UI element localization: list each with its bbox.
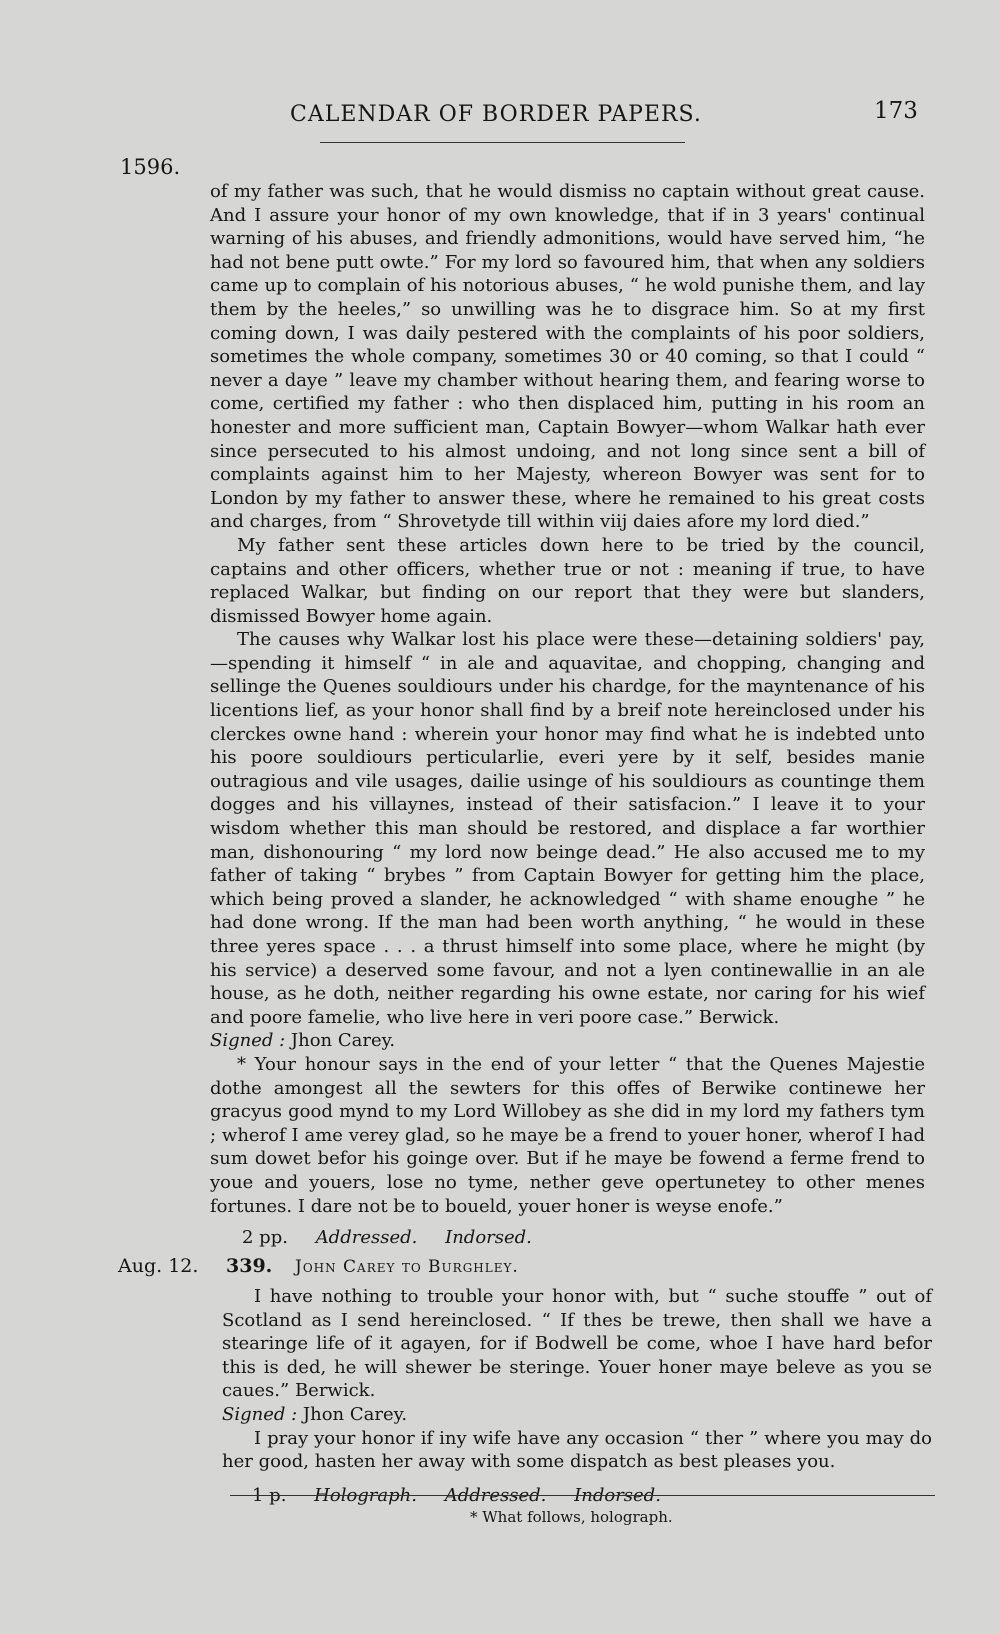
signature-line [222,1403,932,1427]
header-rule [320,142,685,143]
entry-heading: John Carey to Burghley. [295,1257,519,1277]
paragraph: My father sent these articles down here to be tried by the council, captains and other officers, whether true or not : meaning if true, to have replaced Walkar, but finding on our report that they were but slanders, dismissed Bowyer home again. [210,534,925,627]
footnote: * What follows, holograph. [470,1508,673,1526]
entry-date: Aug. 12. [118,1255,199,1277]
paragraph: I have nothing to trouble your honor with, but “ suche stouffe ” out of Scotland as I send hereinclosed. “ If thes be trewe, then shall we have a stearinge life of it agayen, for if Bodwell be come, whoe I have hard befor this is ded, he will shewer be steringe. Youer honer maye beleve as you se caues.” Berwick. [222,1286,932,1402]
document-meta [242,1226,925,1250]
signed-label: Signed : [210,1030,286,1052]
addressed-note: Addressed. [315,1227,418,1249]
signer-name: Jhon Carey. [302,1403,408,1425]
running-header-title: CALENDAR OF BORDER PAPERS. [290,102,702,127]
page-count: 2 pp. [242,1227,288,1249]
postscript: * Your honour says in the end of your letter “ that the Quenes Majestie dothe amongest all the sewters for this offes of Berwike continewe her gracyus good mynd to my Lord Willobey as she did in my lord my fathers tym ; wherof I ame verey glad, so he maye be a frend to youer honer, wherof I had sum dowet befor his goinge over. But if he maye be fowend a ferme frend to youe and youers, lose no tyme, nether geve opertunetey to other menes fortunes. I dare not be to boueld, youer honer is weyse enofe.” [210,1053,925,1217]
signed-label: Signed : [222,1403,298,1425]
indorsed-note: Indorsed. [574,1484,661,1506]
indorsed-note: Indorsed. [445,1227,532,1249]
entry-text [222,1285,932,1507]
paragraph: I pray your honor if iny wife have any occasion “ ther ” where you may do her good, hasten her away with some dispatch as best pleases you. [222,1427,932,1473]
paragraph: of my father was such, that he would dismiss no captain without great cause. And I assure your honor of my own knowledge, that if in 3 years' continual warning of his abuses, and friendly admonitions, would have served him, “he had not bene putt owte.” For my lord so favoured him, that when any soldiers came up to complain of his notorious abuses, “ he wold punishe them, and lay them by the heeles,” so unwilling was he to disgrace him. So at my first coming down, I was daily pestered with the complaints of his poor soldiers, sometimes the whole company, sometimes 30 or 40 coming, so that I could “ never a daye ” leave my chamber without hearing them, and fearing worse to come, certified my father : who then displaced him, putting in his room an honester and more sufficient man, Captain Bowyer—whom Walkar hath ever since persecuted to his almost undoing, and not long since sent a bill of complaints against him to her Majesty, whereon Bowyer was sent for to London by my father to answer these, where he remained to his great costs and charges, from “ Shrovetyde till within viij daies afore my lord died.” [210,181,925,533]
signature-line [210,1029,925,1053]
footnote-rule [230,1495,935,1496]
entry-number: 339. [226,1255,273,1277]
page-number: 173 [874,98,918,124]
continuation-text [210,180,925,1250]
holograph-note: Holograph. [314,1484,417,1506]
paragraph: The causes why Walkar lost his place were these—detaining soldiers' pay, —spending it himself “ in ale and aquavitae, and chopping, changing and sellinge the Quenes souldiours under his chardge, for the mayntenance of his licentions lief, as your honor shall find by a breif note hereinclosed under his clerckes owne hand : wherein your honor may find what he is indebted unto his poore souldiours perticularlie, everi yere by it self, besides manie outragious and vile usages, dailie usinge of his souldiours as countinge them dogges and his villaynes, instead of their satisfacion.” I leave it to your wisdom whether this man should be restored, and displace a far worthier man, dishonouring “ my lord now beinge dead.” He also accused me to my father of taking “ brybes ” from Captain Bowyer for getting him the place, which being proved a slander, he acknowledged “ with shame enoughe ” he had done wrong. If the man had been worth anything, “ he would in these three yeres space . . . a thrust himself into some place, where he might (by his service) a deserved some favour, and not a lyen continewallie in an ale house, as he doth, neither regarding his owne estate, nor caring for his wief and poore famelie, who live here in veri poore case.” Berwick. [210,629,925,1028]
signer-name: Jhon Carey. [290,1030,396,1052]
page-count: 1 p. [252,1484,287,1506]
margin-year: 1596. [120,155,181,179]
addressed-note: Addressed. [444,1484,547,1506]
